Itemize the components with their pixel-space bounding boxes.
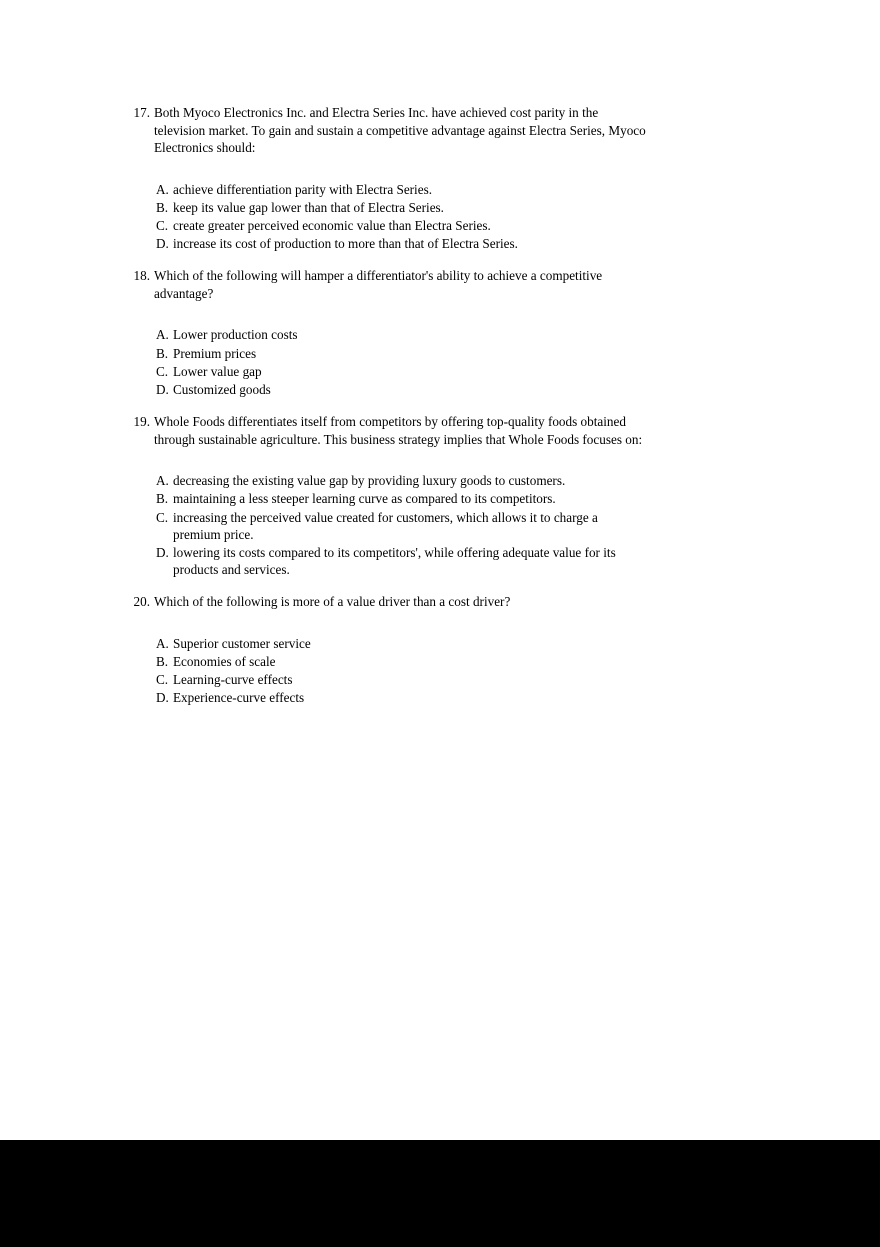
- choice-letter: D.: [156, 236, 169, 252]
- question-18: [128, 267, 648, 413]
- question-number: 19.: [133, 414, 150, 430]
- question-20: [128, 593, 648, 706]
- choice-text: Experience-curve effects: [173, 690, 305, 706]
- question-17: [128, 104, 648, 267]
- choice-letter: D.: [156, 690, 169, 706]
- choice-text: Lower value gap: [173, 363, 262, 379]
- choice-option[interactable]: [156, 381, 648, 398]
- choice-text: Learning-curve effects: [173, 672, 293, 688]
- choice-text: increasing the perceived value created for customers, which allows it to charge a premium price.: [173, 509, 598, 542]
- question-stem: [128, 104, 648, 157]
- choice-option[interactable]: [156, 490, 648, 507]
- choice-letter: A.: [156, 181, 169, 197]
- choice-option[interactable]: [156, 671, 648, 688]
- question-number: 17.: [133, 105, 150, 120]
- choice-letter: A.: [156, 635, 169, 651]
- choice-text: Lower production costs: [173, 327, 298, 343]
- question-list: [128, 104, 648, 708]
- page-footer-bar: [0, 1140, 880, 1247]
- choice-option[interactable]: [156, 509, 648, 543]
- question-text: Whole Foods differentiates itself from competitors by offering top-quality foods obtained through sustainable agriculture. This business strategy implies that Whole Foods focuses on:: [154, 414, 643, 447]
- choice-list: [156, 326, 648, 398]
- choice-text: create greater perceived economic value than Electra Series.: [173, 217, 491, 233]
- choice-letter: C.: [156, 509, 169, 525]
- choice-option[interactable]: [156, 472, 648, 489]
- choice-option[interactable]: [156, 345, 648, 362]
- choice-letter: D.: [156, 544, 169, 560]
- question-text: Which of the following is more of a value driver than a cost driver?: [154, 594, 511, 610]
- choice-text: keep its value gap lower than that of Electra Series.: [173, 199, 444, 215]
- choice-text: achieve differentiation parity with Electra Series.: [173, 181, 433, 197]
- choice-option[interactable]: [156, 635, 648, 652]
- choice-letter: C.: [156, 672, 169, 688]
- choice-letter: B.: [156, 654, 169, 670]
- choice-list: [156, 635, 648, 707]
- question-stem: [128, 593, 648, 611]
- question-number: 20.: [133, 594, 150, 610]
- choice-letter: A.: [156, 327, 169, 343]
- question-19: [128, 413, 648, 593]
- choice-option[interactable]: [156, 181, 648, 198]
- choice-option[interactable]: [156, 217, 648, 234]
- choice-list: [156, 181, 648, 253]
- choice-text: lowering its costs compared to its competitors', while offering adequate value for its products and services.: [173, 544, 616, 578]
- choice-option[interactable]: [156, 326, 648, 343]
- choice-text: decreasing the existing value gap by providing luxury goods to customers.: [173, 473, 566, 489]
- choice-option[interactable]: [156, 689, 648, 706]
- choice-option[interactable]: [156, 199, 648, 216]
- choice-text: Economies of scale: [173, 654, 276, 670]
- spacer: [128, 253, 648, 267]
- choice-letter: C.: [156, 363, 169, 379]
- choice-text: Premium prices: [173, 345, 257, 361]
- question-stem: [128, 267, 648, 302]
- choice-letter: D.: [156, 381, 169, 397]
- question-text: Both Myoco Electronics Inc. and Electra Series Inc. have achieved cost parity in the television market. To gain and sustain a competitive advantage against Electra Series, Myoco Electronics should:: [154, 105, 646, 155]
- choice-option[interactable]: [156, 653, 648, 670]
- choice-text: Customized goods: [173, 381, 271, 397]
- spacer: [128, 399, 648, 413]
- question-number: 18.: [133, 268, 150, 284]
- choice-option[interactable]: [156, 544, 648, 578]
- choice-text: increase its cost of production to more than that of Electra Series.: [173, 236, 518, 252]
- choice-text: Superior customer service: [173, 635, 311, 651]
- spacer: [128, 579, 648, 593]
- choice-option[interactable]: [156, 363, 648, 380]
- choice-letter: A.: [156, 473, 169, 489]
- question-stem: [128, 413, 648, 448]
- choice-option[interactable]: [156, 235, 648, 252]
- choice-letter: C.: [156, 217, 169, 233]
- choice-letter: B.: [156, 199, 169, 215]
- choice-text: maintaining a less steeper learning curve as compared to its competitors.: [173, 491, 556, 507]
- choice-list: [156, 472, 648, 578]
- choice-letter: B.: [156, 491, 169, 507]
- question-text: Which of the following will hamper a differentiator's ability to achieve a competitive advantage?: [154, 268, 603, 301]
- choice-letter: B.: [156, 345, 169, 361]
